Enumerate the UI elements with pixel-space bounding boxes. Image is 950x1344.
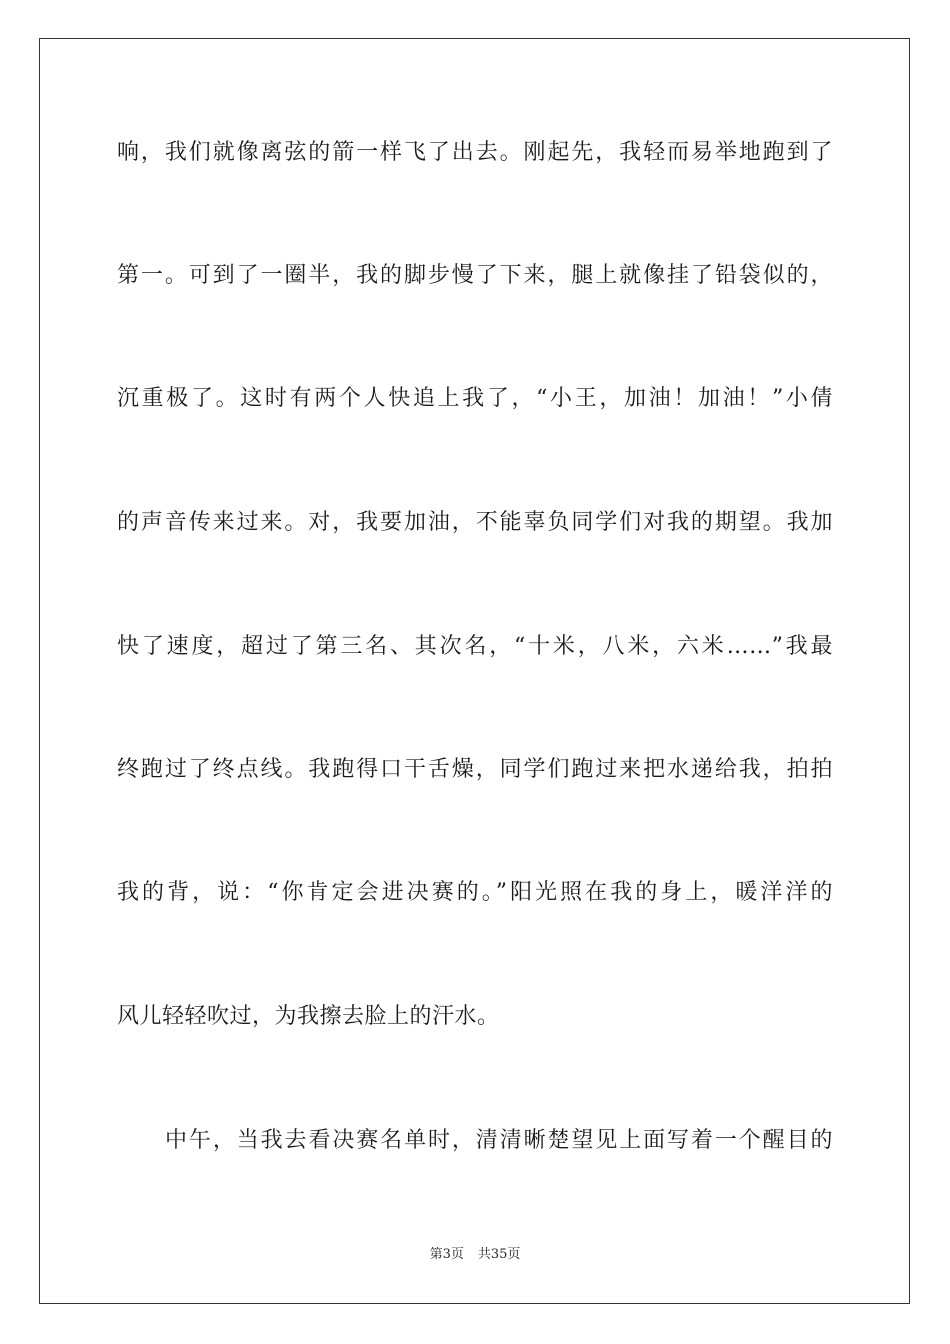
page-footer [0, 1246, 950, 1264]
paragraph-line: 的声音传来过来。对，我要加油，不能辜负同学们对我的期望。我加 [117, 510, 833, 535]
paragraph-line: 第一。可到了一圈半，我的脚步慢了下来，腿上就像挂了铅袋似的， [117, 263, 833, 288]
paragraph-line: 终跑过了终点线。我跑得口干舌燥，同学们跑过来把水递给我，拍拍 [117, 757, 833, 782]
page-border [39, 38, 910, 1304]
paragraph-line-last: 风儿轻轻吹过，为我擦去脸上的汗水。 [117, 1004, 500, 1029]
page-total: 共35页 [477, 1247, 521, 1262]
paragraph-line: 快了速度，超过了第三名、其次名，“十米，八米，六米……”我最 [117, 634, 833, 659]
page-number: 第3页 [429, 1247, 464, 1262]
paragraph-first-line: 中午，当我去看决赛名单时，清清晰楚望见上面写着一个醒目的 [165, 1128, 833, 1153]
paragraph-line: 我的背，说：“你肯定会进决赛的。”阳光照在我的身上，暖洋洋的 [117, 880, 833, 905]
paragraph-line: 响，我们就像离弦的箭一样飞了出去。刚起先，我轻而易举地跑到了 [117, 140, 833, 165]
paragraph-line: 沉重极了。这时有两个人快追上我了，“小王，加油！加油！”小倩 [117, 386, 833, 411]
